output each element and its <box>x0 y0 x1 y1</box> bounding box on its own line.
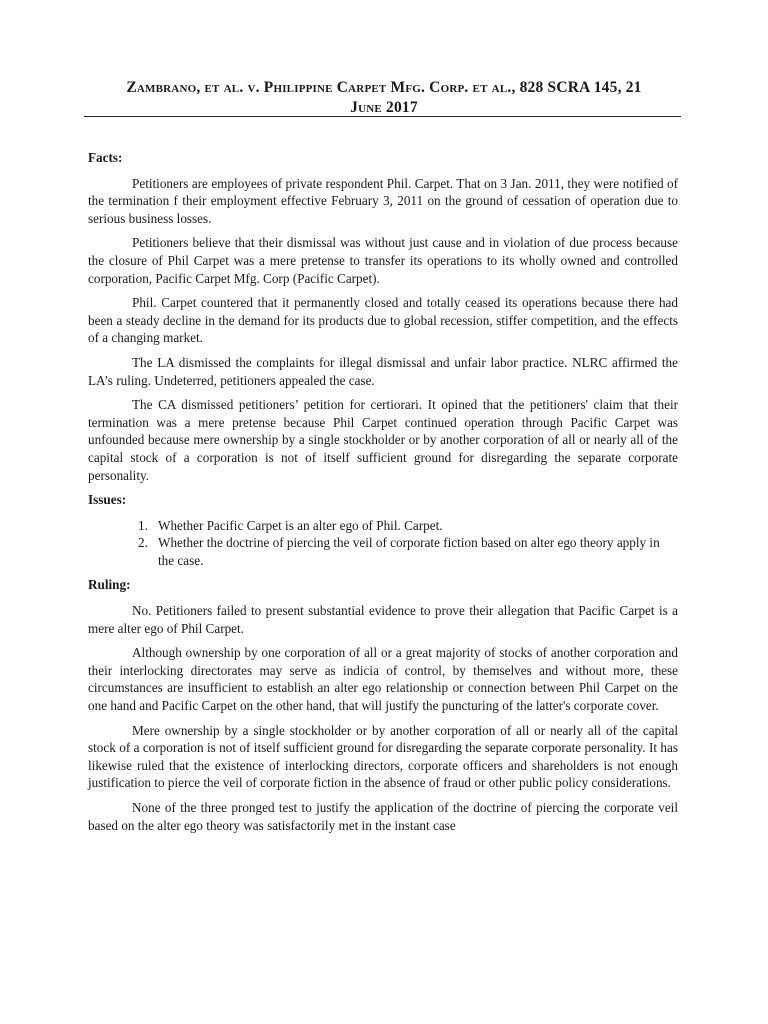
issue-number: 1. <box>138 517 148 533</box>
issue-text: Whether Pacific Carpet is an alter ego of Phil. Carpet. <box>158 517 443 533</box>
issue-text: Whether the doctrine of piercing the veil of corporate fiction based on alter ego theory apply in the case. <box>158 535 660 568</box>
case-title-line-2: June 2017 <box>350 99 418 116</box>
case-title-line-1: Zambrano, et al. v. Philippine Carpet Mfg. Corp. et al., 828 SCRA 145, 21 <box>126 79 642 96</box>
issues-heading: Issues: <box>88 492 127 508</box>
case-title <box>84 78 684 118</box>
issue-item <box>88 517 678 535</box>
ruling-paragraph: None of the three pronged test to justify the application of the doctrine of piercing the corporate veil based on the alter ego theory was satisfactorily met in the instant case <box>88 800 678 833</box>
ruling-paragraph: Mere ownership by a single stockholder or by another corporation of all or nearly all of the capital stock of a corporation is not of itself sufficient ground for disregarding the separate corporate personality. It has likewise ruled that the existence of interlocking directors, corporate officers and shareholders is not enough justification to pierce the veil of corporate fiction in the absence of fraud or other public policy considerations. <box>88 722 678 791</box>
ruling-paragraph: Although ownership by one corporation of all or a great majority of stocks of another corporation and their interlocking directorates may serve as indicia of control, by themselves and without more, these circumstances are insufficient to establish an alter ego relationship or connection between Phil Carpet on the one hand and Pacific Carpet on the other hand, that will justify the puncturing of the latter's corporate cover. <box>88 645 678 714</box>
facts-paragraph: Phil. Carpet countered that it permanently closed and totally ceased its operations because there had been a steady decline in the demand for its products due to global recession, stiffer competition, and the effects of a changing market. <box>88 295 678 346</box>
issue-item <box>88 534 678 569</box>
facts-paragraph: The CA dismissed petitioners’ petition for certiorari. It opined that the petitioners' claim that their termination was a mere pretense because Phil Carpet continued operation through Pacific Carpet was unfounded because mere ownership by a single stockholder or by another corporation of all or nearly all of the capital stock of a corporation is not of itself sufficient ground for disregarding the separate corporate personality. <box>88 397 678 483</box>
document-body <box>88 149 678 841</box>
issues-list <box>88 517 678 570</box>
facts-heading: Facts: <box>88 150 123 165</box>
ruling-paragraph: No. Petitioners failed to present substantial evidence to prove their allegation that Pacific Carpet is a mere alter ego of Phil Carpet. <box>88 603 678 636</box>
facts-paragraph: Petitioners are employees of private respondent Phil. Carpet. That on 3 Jan. 2011, they were notified of the termination f their employment effective February 3, 2011 on the ground of cessation of operation due to serious business losses. <box>88 175 678 226</box>
facts-paragraph: The LA dismissed the complaints for illegal dismissal and unfair labor practice. NLRC affirmed the LA’s ruling. Undeterred, petitioners appealed the case. <box>88 354 678 388</box>
issue-number: 2. <box>138 535 148 551</box>
title-divider <box>84 116 681 117</box>
facts-paragraph: Petitioners believe that their dismissal was without just cause and in violation of due process because the closure of Phil Carpet was a mere pretense to transfer its operations to its wholly owned and controlled corporation, Pacific Carpet Mfg. Corp (Pacific Carpet). <box>88 235 678 286</box>
ruling-heading: Ruling: <box>88 577 131 593</box>
